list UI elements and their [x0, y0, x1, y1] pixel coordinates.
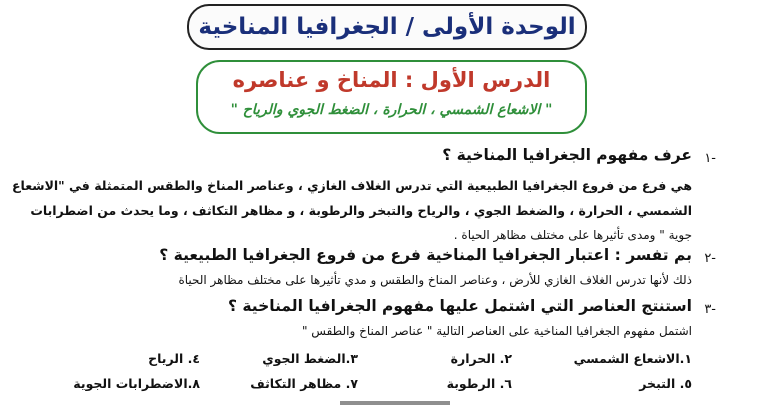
lesson-title: الدرس الأول : المناخ و عناصره	[232, 68, 551, 92]
unit-title: الوحدة الأولى / الجغرافيا المناخية	[198, 14, 576, 40]
element-item: ٣.الضغط الجوي	[262, 351, 358, 366]
question-3-number: -٣	[704, 302, 716, 317]
question-1-number: -١	[704, 151, 716, 166]
element-item: ٤. الرياح	[148, 351, 200, 366]
lesson-subtitle: " الاشعاع الشمسي ، الحرارة ، الضغط الجوي والرياح "	[230, 102, 553, 118]
element-item: ٨.الاضطرابات الجوية	[73, 376, 200, 391]
cropped-next-line	[340, 398, 450, 408]
question-3-intro: اشتمل مفهوم الجغرافيا المناخية على العناصر التالية " عناصر المناخ والطقس "	[301, 324, 692, 338]
question-2-number: -٢	[704, 251, 716, 266]
question-1-answer-line-1: هي فرع من فروع الجغرافيا الطبيعية التي تدرس الغلاف الغازي ، وعناصر المناخ والطقس المتمثلة في "الاشعاع	[12, 178, 692, 193]
unit-title-banner	[187, 4, 587, 50]
question-2-text: بم تفسر : اعتبار الجغرافيا المناخية فرع من فروع الجغرافيا الطبيعية ؟	[159, 246, 692, 264]
element-item: ٦. الرطوبة	[446, 376, 512, 391]
question-1-answer-line-3: جوية " ومدى تأثيرها على مختلف مظاهر الحياة .	[453, 228, 692, 242]
element-item: ٥. التبخر	[639, 376, 692, 391]
element-item: ٢. الحرارة	[450, 351, 512, 366]
element-item: ١.الاشعاع الشمسي	[573, 351, 692, 366]
question-1-answer-line-2: الشمسي ، الحرارة ، والضغط الجوي ، والرياح والتبخر والرطوبة ، و مظاهر التكاثف ، وما يحدث من اضطرابات	[30, 203, 692, 218]
question-1-text: عرف مفهوم الجغرافيا المناخية ؟	[442, 146, 692, 164]
question-2-answer: ذلك لأنها تدرس الغلاف الغازي للأرض ، وعناصر المناخ والطقس و مدي تأثيرها على مختلف مظاهر الحياة	[178, 273, 692, 287]
lesson-banner	[196, 60, 587, 134]
question-3-text: استنتج العناصر التي اشتمل عليها مفهوم الجغرافيا المناخية ؟	[227, 297, 692, 315]
element-item: ٧. مظاهر التكاثف	[250, 376, 358, 391]
